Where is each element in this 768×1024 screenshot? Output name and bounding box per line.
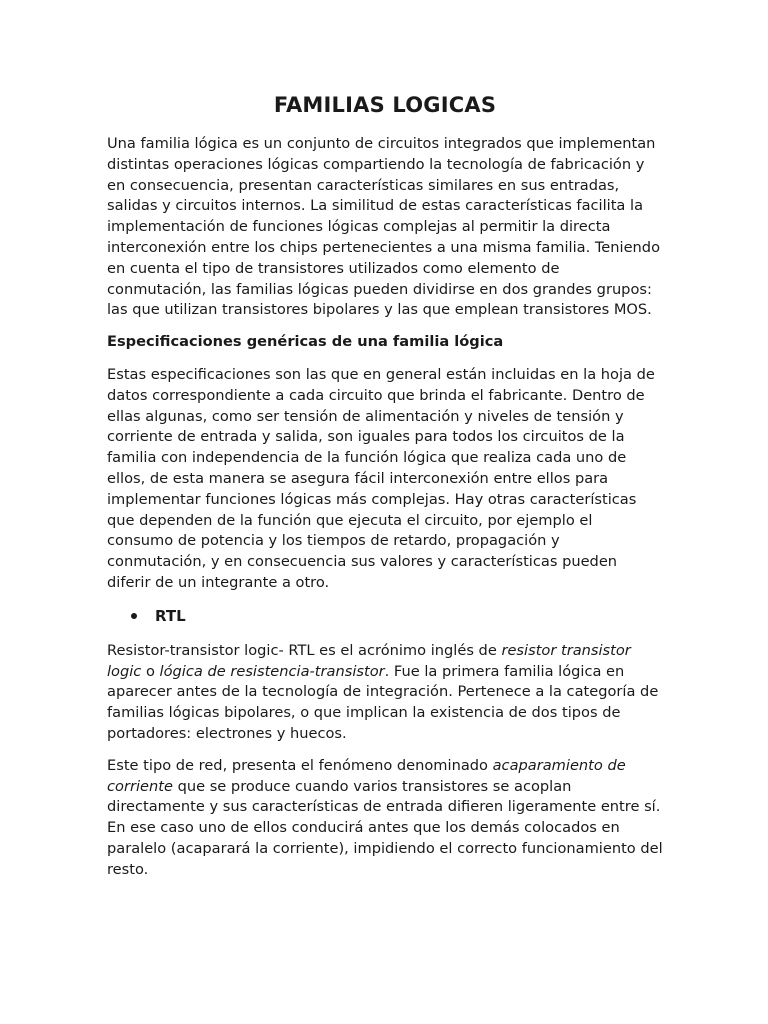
hogging-text-1: Este tipo de red, presenta el fenómeno denominado [107, 756, 493, 774]
rtl-text-3: . Fue la primera familia lógica en aparecer antes de la tecnología de integración. Pertenece a la categoría de familias lógicas bipolares, o que implican la existencia de dos tipos de portadores: electrones y huecos. [107, 662, 659, 742]
bullet-item-rtl [107, 605, 663, 627]
rtl-text-1: Resistor-transistor logic- RTL es el acrónimo inglés de [107, 641, 502, 659]
bullet-label: RTL [155, 606, 186, 625]
intro-paragraph: Una familia lógica es un conjunto de circuitos integrados que implementan distintas operaciones lógicas compartiendo la tecnología de fabricación y en consecuencia, presentan características similares en sus entradas, salidas y circuitos internos. La similitud de estas características facilita la implementación de funciones lógicas complejas al permitir la directa interconexión entre los chips pertenecientes a una misma familia. Teniendo en cuenta el tipo de transistores utilizados como elemento de conmutación, las familias lógicas pueden dividirse en dos grandes grupos: las que utilizan transistores bipolares y las que emplean transistores MOS. [107, 135, 660, 319]
rtl-paragraph [107, 641, 663, 745]
hogging-text-2: que se produce cuando varios transistores se acoplan directamente y sus características de entrada difieren ligeramente entre sí. En ese caso uno de ellos conducirá antes que los demás colocados en paralelo (acaparará la corriente), impidiendo el correcto funcionamiento del resto. [107, 777, 663, 878]
bullet-list [107, 605, 663, 627]
rtl-italic-2: lógica de resistencia-transistor [159, 662, 385, 680]
specs-paragraph: Estas especificaciones son las que en general están incluidas en la hoja de datos correspondiente a cada circuito que brinda el fabricante. Dentro de ellas algunas, como ser tensión de alimentación y niveles de tensión y corriente de entrada y salida, son iguales para todos los circuitos de la familia con independencia de la función lógica que realiza cada uno de ellos, de esta manera se asegura fácil interconexión entre ellos para implementar funciones lógicas más complejas. Hay otras características que dependen de la función que ejecuta el circuito, por ejemplo el consumo de potencia y los tiempos de retardo, propagación y conmutación, y en consecuencia sus valores y características pueden diferir de un integrante a otro. [107, 365, 655, 591]
document-title: FAMILIAS LOGICAS [273, 93, 497, 117]
document-page [107, 90, 663, 892]
rtl-text-2: o [141, 662, 160, 680]
section-heading: Especificaciones genéricas de una familia lógica [107, 333, 504, 351]
hogging-italic-1: acaparamiento de corriente [107, 756, 626, 795]
bullet-dot-icon [131, 613, 137, 619]
hogging-paragraph [107, 756, 663, 881]
rtl-italic-1: resistor transistor logic [107, 641, 631, 680]
